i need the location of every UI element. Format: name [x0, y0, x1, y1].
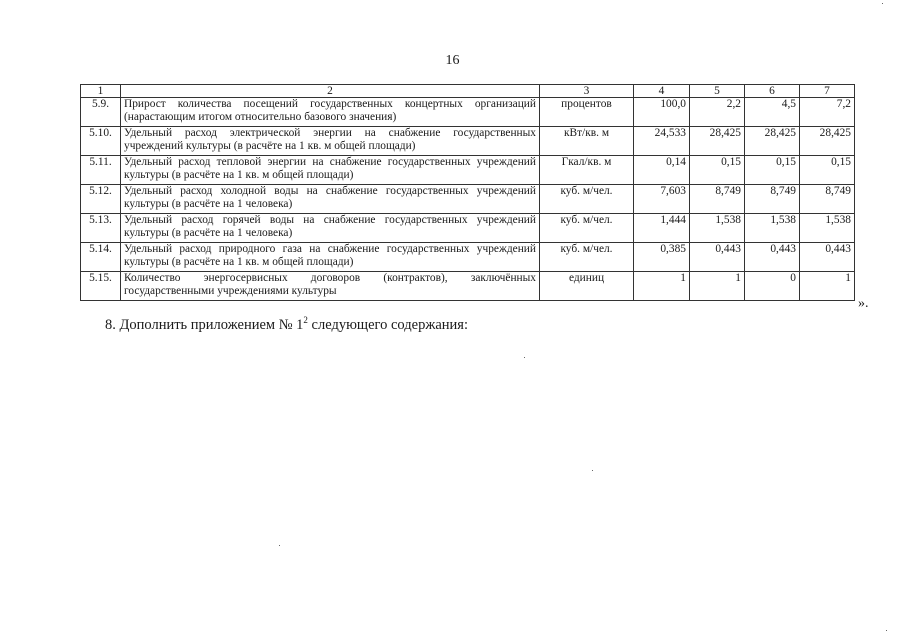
value-col7-cell: 1	[800, 272, 855, 301]
indicator-name-cell: Удельный расход горячей воды на снабжение государственных учреждений культуры (в расчёте на 1 человека)	[121, 214, 540, 243]
indicator-name-cell: Удельный расход природного газа на снабжение государственных учреждений культуры (в расчёте на 1 кв. м общей площади)	[121, 243, 540, 272]
indicator-name-cell: Количество энергосервисных договоров (контрактов), заключённых государственными учреждениями культуры	[121, 272, 540, 301]
value-col5-cell: 2,2	[690, 98, 745, 127]
table-row	[81, 156, 855, 185]
indicator-name-cell: Удельный расход холодной воды на снабжение государственных учреждений культуры (в расчёте на 1 человека)	[121, 185, 540, 214]
value-col5-cell: 28,425	[690, 127, 745, 156]
table-row	[81, 243, 855, 272]
value-col6-cell: 28,425	[745, 127, 800, 156]
closing-quote: ».	[858, 296, 869, 311]
paragraph-text-end: следующего содержания:	[307, 316, 468, 333]
value-col6-cell: 0,443	[745, 243, 800, 272]
value-col4-cell: 1,444	[634, 214, 690, 243]
header-cell-4: 4	[634, 85, 690, 98]
paragraph-superscript: 2	[303, 315, 308, 325]
amendment-paragraph	[105, 315, 468, 334]
value-col7-cell: 0,443	[800, 243, 855, 272]
row-number-cell: 5.10.	[81, 127, 121, 156]
scan-speck	[592, 470, 593, 471]
unit-cell: процентов	[540, 98, 634, 127]
table-row	[81, 272, 855, 301]
indicator-name-cell: Удельный расход тепловой энергии на снабжение государственных учреждений культуры (в расчёте на 1 кв. м общей площади)	[121, 156, 540, 185]
value-col5-cell: 0,15	[690, 156, 745, 185]
row-number-cell: 5.11.	[81, 156, 121, 185]
row-number-cell: 5.12.	[81, 185, 121, 214]
page-number: 16	[445, 53, 460, 68]
value-col4-cell: 1	[634, 272, 690, 301]
value-col5-cell: 0,443	[690, 243, 745, 272]
header-cell-3: 3	[540, 85, 634, 98]
unit-cell: кВт/кв. м	[540, 127, 634, 156]
value-col6-cell: 0	[745, 272, 800, 301]
row-number-cell: 5.14.	[81, 243, 121, 272]
header-cell-1: 1	[81, 85, 121, 98]
scan-speck	[524, 357, 525, 358]
value-col4-cell: 0,385	[634, 243, 690, 272]
unit-cell: куб. м/чел.	[540, 185, 634, 214]
value-col7-cell: 1,538	[800, 214, 855, 243]
header-cell-6: 6	[745, 85, 800, 98]
scan-speck	[886, 630, 887, 631]
value-col5-cell: 1,538	[690, 214, 745, 243]
table-row	[81, 127, 855, 156]
row-number-cell: 5.9.	[81, 98, 121, 127]
unit-cell: куб. м/чел.	[540, 214, 634, 243]
table-header-row	[81, 85, 855, 98]
unit-cell: единиц	[540, 272, 634, 301]
indicators-table	[80, 84, 855, 301]
row-number-cell: 5.15.	[81, 272, 121, 301]
scan-speck	[882, 3, 883, 4]
header-cell-7: 7	[800, 85, 855, 98]
scan-speck	[279, 545, 280, 546]
unit-cell: куб. м/чел.	[540, 243, 634, 272]
table-row	[81, 214, 855, 243]
indicator-name-cell: Удельный расход электрической энергии на снабжение государственных учреждений культуры (в расчёте на 1 кв. м общей площади)	[121, 127, 540, 156]
header-cell-2: 2	[121, 85, 540, 98]
indicator-name-cell: Прирост количества посещений государственных концертных организаций (нарастающим итогом относительно базового значения)	[121, 98, 540, 127]
value-col5-cell: 1	[690, 272, 745, 301]
value-col4-cell: 100,0	[634, 98, 690, 127]
header-cell-5: 5	[690, 85, 745, 98]
value-col4-cell: 24,533	[634, 127, 690, 156]
value-col7-cell: 8,749	[800, 185, 855, 214]
value-col7-cell: 7,2	[800, 98, 855, 127]
value-col7-cell: 28,425	[800, 127, 855, 156]
unit-cell: Гкал/кв. м	[540, 156, 634, 185]
table-row	[81, 185, 855, 214]
value-col4-cell: 0,14	[634, 156, 690, 185]
value-col5-cell: 8,749	[690, 185, 745, 214]
row-number-cell: 5.13.	[81, 214, 121, 243]
value-col6-cell: 4,5	[745, 98, 800, 127]
value-col6-cell: 1,538	[745, 214, 800, 243]
value-col6-cell: 0,15	[745, 156, 800, 185]
paragraph-text: 8. Дополнить приложением № 1	[105, 316, 304, 333]
value-col7-cell: 0,15	[800, 156, 855, 185]
table-row	[81, 98, 855, 127]
value-col4-cell: 7,603	[634, 185, 690, 214]
value-col6-cell: 8,749	[745, 185, 800, 214]
